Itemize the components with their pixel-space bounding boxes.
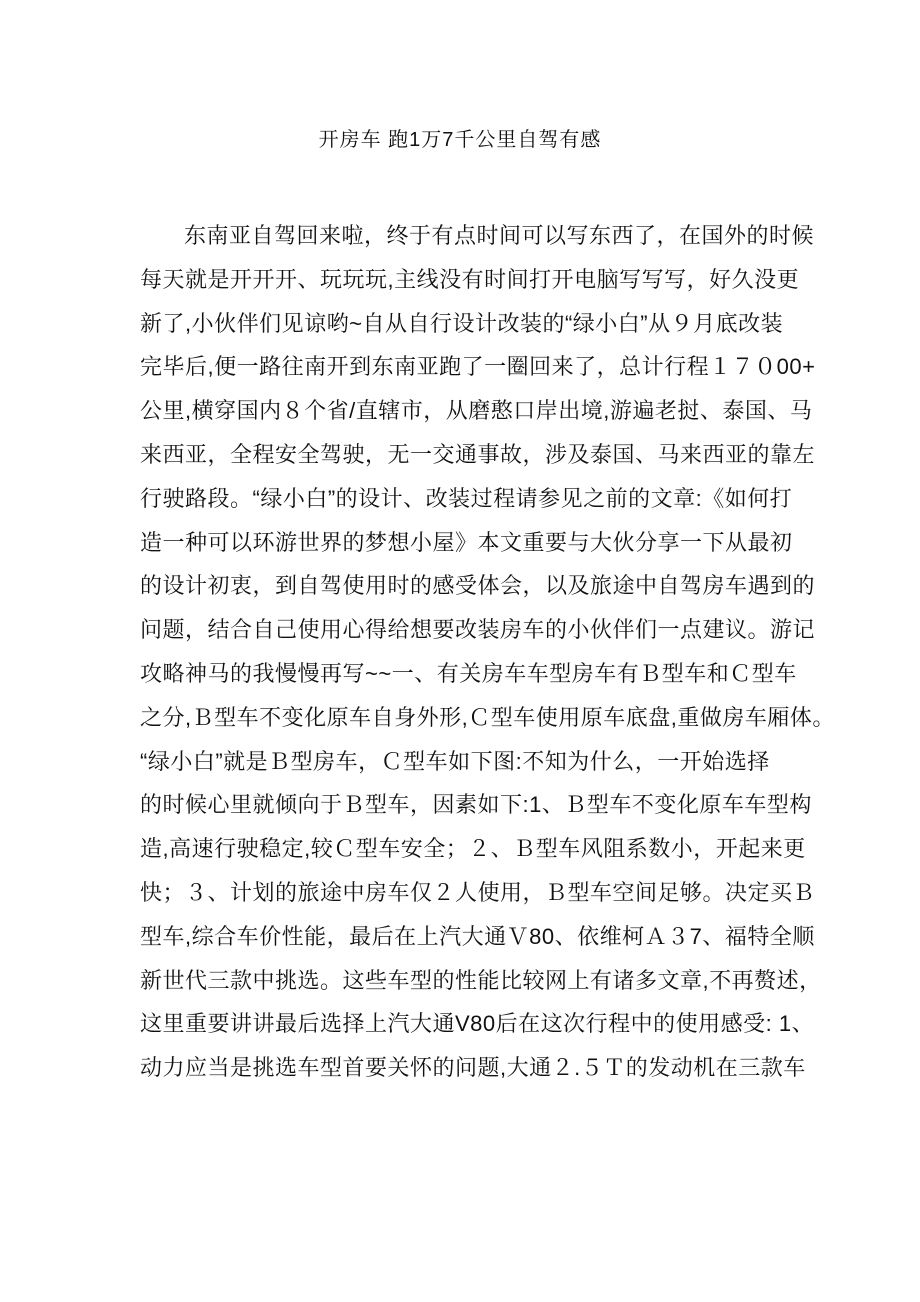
text-line: 新世代三款中挑选。这些车型的性能比较网上有诸多文章,不再赘述， — [140, 967, 822, 993]
text-line: 的时候心里就倾向于Ｂ型车，因素如下:1、Ｂ型车不变化原车车型构 — [140, 792, 812, 818]
text-line: 型车,综合车价性能，最后在上汽大通Ｖ80、依维柯Ａ３7、福特全顺 — [140, 923, 815, 949]
text-line: “绿小白”就是Ｂ型房车，Ｃ型车如下图:不知为什么，一开始选择 — [140, 748, 770, 774]
text-line: 来西亚，全程安全驾驶，无一交通事故，涉及泰国、马来西亚的靠左 — [140, 441, 816, 467]
text-line: 之分,Ｂ型车不变化原车自身外形,Ｃ型车使用原车底盘,重做房车厢体。 — [140, 704, 835, 730]
text-line: 行驶路段。“绿小白”的设计、改装过程请参见之前的文章:《如何打 — [140, 485, 793, 511]
text-line: 公里,横穿国内８个省/直辖市，从磨憨口岸出境,游遍老挝、泰国、马 — [140, 398, 813, 424]
text-line: 每天就是开开开、玩玩玩,主线没有时间打开电脑写写写，好久没更 — [140, 266, 800, 292]
text-line: 的设计初衷，到自驾使用时的感受体会，以及旅途中自驾房车遇到的 — [140, 573, 816, 599]
text-line: 新了,小伙伴们见谅哟~自从自行设计改装的“绿小白”从９月底改装 — [140, 310, 784, 336]
document-body — [140, 220, 835, 1096]
text-line: 攻略神马的我慢慢再写~~一、有关房车车型房车有Ｂ型车和Ｃ型车 — [140, 660, 797, 686]
text-line: 动力应当是挑选车型首要关怀的问题,大通２.５Ｔ的发动机在三款车 — [140, 1055, 806, 1081]
text-line: 东南亚自驾回来啦，终于有点时间可以写东西了，在国外的时候 — [184, 223, 815, 248]
text-line: 完毕后,便一路往南开到东南亚跑了一圈回来了，总计行程１７０00+ — [140, 354, 816, 380]
document-title: 开房车 跑1万7千公里自驾有感 — [318, 129, 602, 151]
text-line: 造,高速行驶稳定,较Ｃ型车安全；２、Ｂ型车风阻系数小，开起来更 — [140, 836, 806, 862]
text-line: 快；３、计划的旅途中房车仅２人使用，Ｂ型车空间足够。决定买Ｂ — [140, 879, 816, 905]
text-line: 这里重要讲讲最后选择上汽大通V80后在这次行程中的使用感受: 1、 — [140, 1011, 815, 1037]
text-line: 造一种可以环游世界的梦想小屋》本文重要与大伙分享一下从最初 — [140, 529, 793, 555]
text-line: 问题，结合自己使用心得给想要改装房车的小伙伴们一点建议。游记 — [140, 617, 816, 643]
